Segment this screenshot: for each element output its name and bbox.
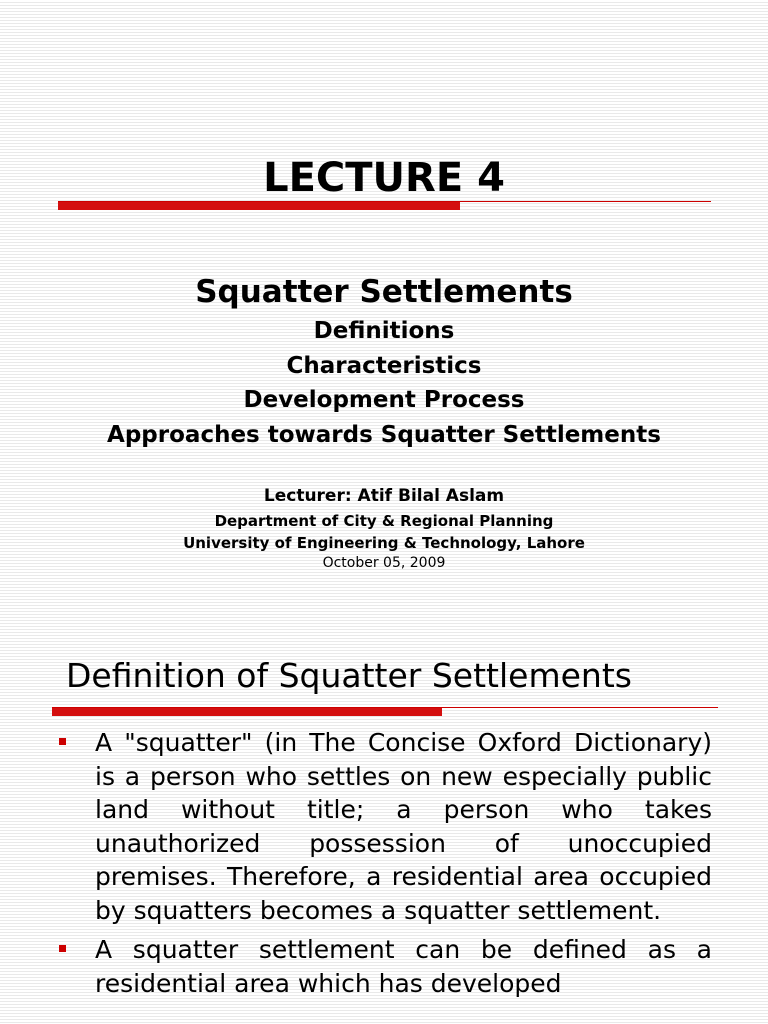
definition-slide	[0, 640, 768, 1024]
bullet-square-icon	[59, 738, 66, 745]
lecturer-name: Lecturer: Atif Bilal Aslam	[263, 486, 505, 506]
university-name: University of Engineering & Technology, Lahore	[183, 534, 585, 552]
department-name: Department of City & Regional Planning	[214, 512, 554, 530]
bullet-square-icon	[59, 945, 66, 952]
bullet-text: A "squatter" (in The Concise Oxford Dictionary) is a person who settles on new especially public land without title; a person who takes unauthorized possession of unoccupied premises. Therefore, a residential area occupied by squatters becomes a squatter settlement.	[95, 728, 712, 925]
lecture-title: LECTURE 4	[263, 155, 505, 201]
lecture-date: October 05, 2009	[322, 555, 446, 571]
bullet-item	[0, 933, 768, 1000]
lecture-subtitle: Squatter Settlements	[195, 274, 573, 310]
title-underline-thick	[58, 202, 460, 210]
slide-title-underline-thick	[52, 708, 442, 716]
topic-item: Development Process	[243, 387, 525, 413]
bullet-text: A squatter settlement can be defined as a residential area which has developed	[95, 935, 712, 998]
bullet-item	[0, 726, 768, 927]
topic-item: Approaches towards Squatter Settlements	[107, 421, 661, 448]
topic-item: Characteristics	[286, 352, 482, 379]
slide-title: Definition of Squatter Settlements	[66, 656, 632, 695]
bullet-list	[0, 726, 768, 1000]
topic-item: Definitions	[313, 318, 455, 344]
topic-list	[0, 314, 768, 452]
